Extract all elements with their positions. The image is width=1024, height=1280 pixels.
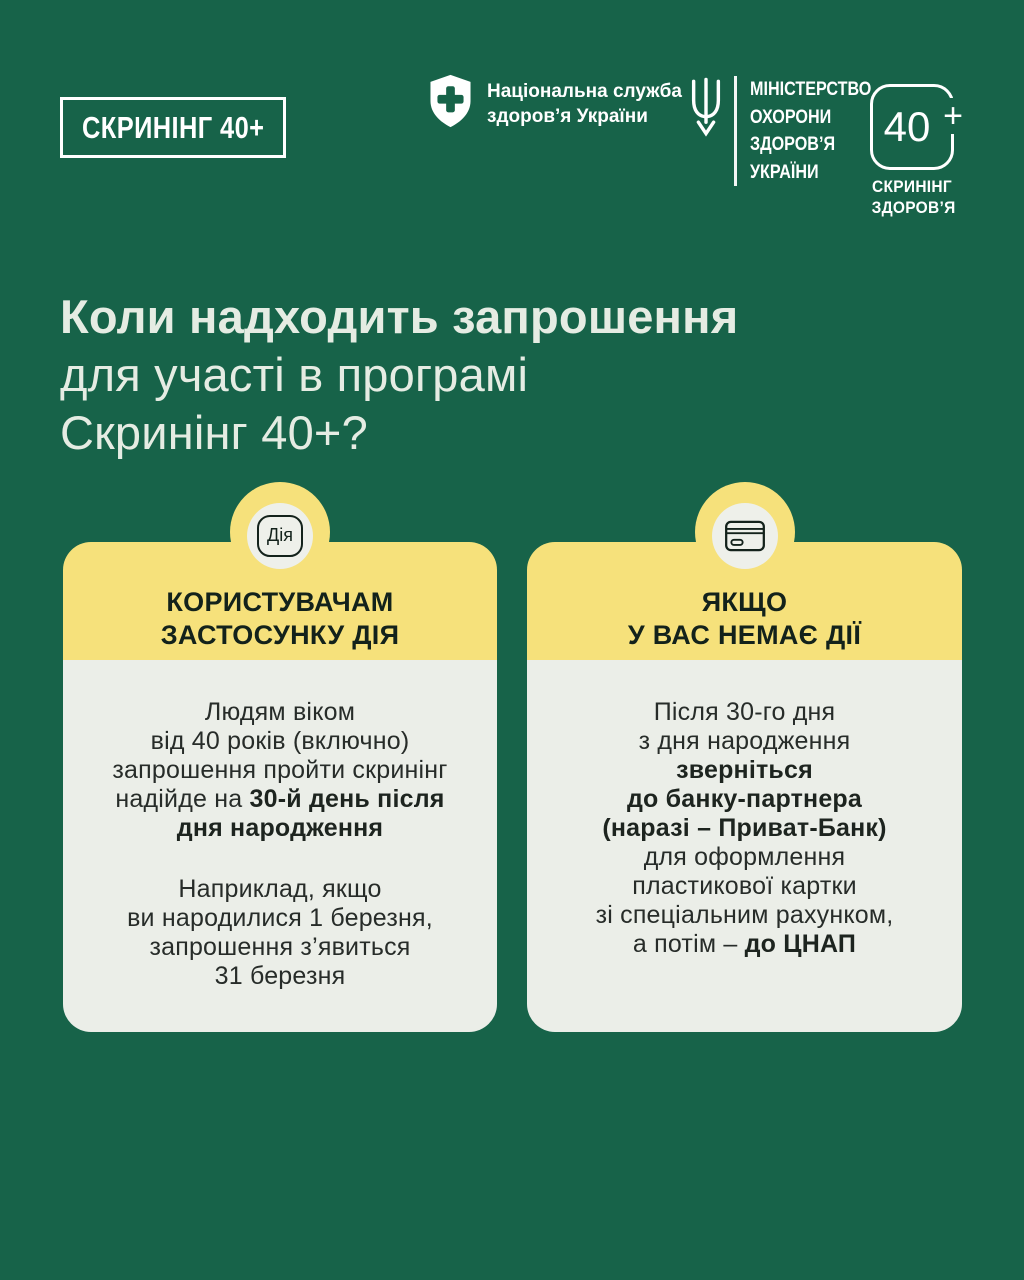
diia-icon <box>247 503 313 569</box>
moz-logo <box>687 76 893 186</box>
page-title <box>60 288 738 462</box>
bank-card-icon <box>712 503 778 569</box>
moz-line3: ЗДОРОВ’Я <box>750 134 836 155</box>
moz-logo-text <box>750 76 871 186</box>
nhsu-line2: здоров’я України <box>487 105 648 127</box>
card-diia-title-line2: ЗАСТОСУНКУ ДІЯ <box>160 620 400 650</box>
screening-health-logo <box>869 84 963 219</box>
forty-plus-icon <box>870 84 963 170</box>
tryzub-icon <box>687 76 725 143</box>
nhsu-logo <box>427 72 682 135</box>
nhsu-logo-text <box>487 79 682 129</box>
moz-line1: МІНІСТЕРСТВО <box>750 79 872 100</box>
card-no-diia-title-line1: ЯКЩО <box>701 587 788 617</box>
card-diia-body <box>63 660 497 1032</box>
screening-40-badge <box>60 97 286 158</box>
page-title-line2: для участі в програмі <box>60 348 529 401</box>
badge-label: СКРИНІНГ 40+ <box>81 109 265 145</box>
moz-line4: УКРАЇНИ <box>750 161 819 183</box>
page-title-line1: Коли надходить запрошення <box>60 290 739 343</box>
card-diia-users <box>63 482 497 1032</box>
card-no-diia-paragraph-1: Після 30-го дня з дня народження зверніться до банку-партнера (наразі – Приват-Банк) для оформлення пластикової картки зі спеціальним рахунком, а потім – до ЦНАП <box>595 698 894 958</box>
card-no-diia-title-line2: У ВАС НЕМАЄ ДІЇ <box>627 620 862 650</box>
page-title-line3: Скринінг 40+? <box>60 406 368 459</box>
card-no-diia-body <box>527 660 962 1032</box>
screening-health-line1: СКРИНІНГ <box>872 178 952 196</box>
forty-number: 40 <box>883 103 931 150</box>
nhsu-shield-cross-icon <box>427 72 474 135</box>
card-diia-paragraph-1: Людям віком від 40 років (включно) запрошення пройти скринінг надійде на 30-й день після дня народження <box>112 698 448 842</box>
screening-health-line2: ЗДОРОВ’Я <box>871 199 956 217</box>
screening-health-text <box>871 177 956 219</box>
forty-plus-sign: + <box>943 97 963 135</box>
moz-logo-divider <box>734 76 737 186</box>
diia-icon-label: Дія <box>267 525 293 545</box>
card-circle-badge <box>695 482 795 582</box>
moz-line2: ОХОРОНИ <box>750 106 832 128</box>
card-diia-title-line1: КОРИСТУВАЧАМ <box>166 587 394 617</box>
nhsu-line1: Національна служба <box>487 80 682 102</box>
card-no-diia <box>527 482 962 1032</box>
card-circle-badge <box>230 482 330 582</box>
card-diia-paragraph-2: Наприклад, якщо ви народилися 1 березня, запрошення з’явиться 31 березня <box>127 875 433 990</box>
